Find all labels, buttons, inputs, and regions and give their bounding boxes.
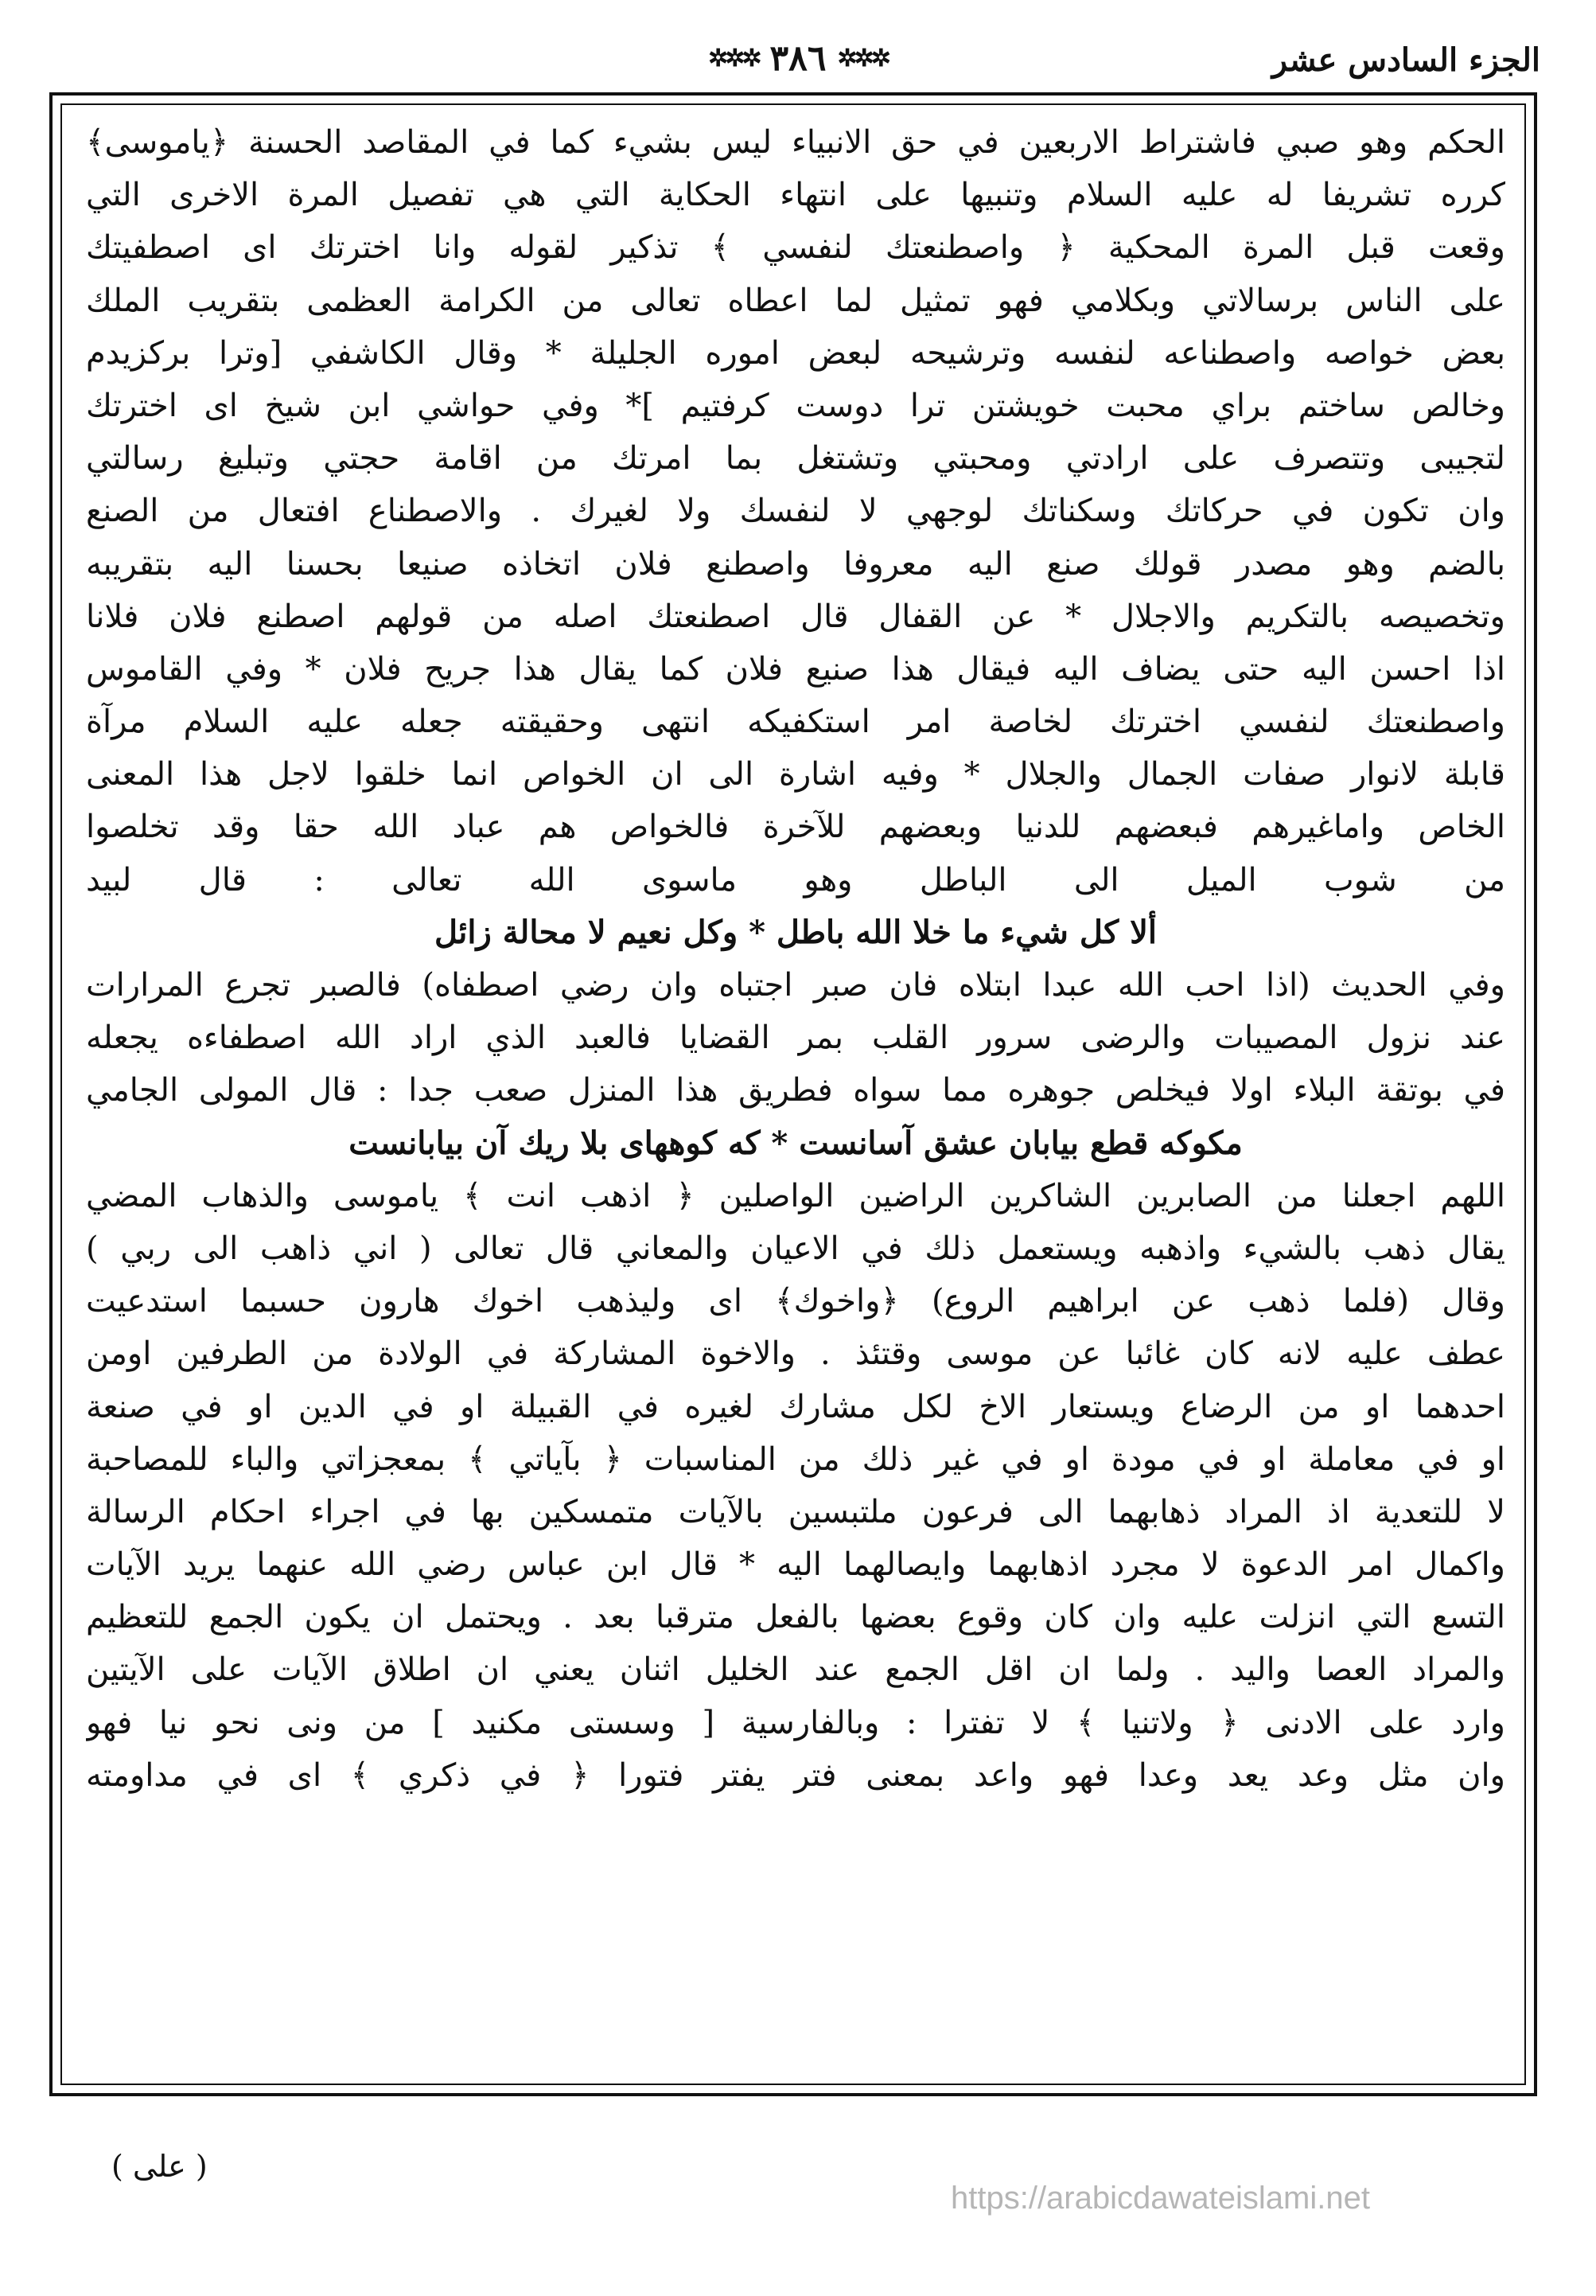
verse-line: مكوكه قطع بيابان عشق آسانست * كه كوههاى بلا ريك آن بيابانست xyxy=(348,1124,1243,1162)
text-line: لا للتعدية اذ المراد ذهابهما الى فرعون ملتبسين بالآيات متمسكين بها في اجراء احكام الرسالة xyxy=(86,1493,1505,1530)
text-line: عطف عليه لانه كان غائبا عن موسى وقتئذ . والاخوة المشاركة في الولادة من الطرفين اومن xyxy=(86,1335,1505,1373)
text-line: وان مثل وعد يعد وعدا فهو واعد بمعنى فتر يفتر فتورا ﴿ في ذكري ﴾ اى في مداومته xyxy=(86,1756,1505,1794)
text-line: بعض خواصه واصطناعه لنفسه وترشيحه لبعض اموره الجليلة * وقال الكاشفي [وترا بركزيدم xyxy=(86,334,1505,372)
text-line: اذا احسن اليه حتى يضاف اليه فيقال هذا صنيع فلان كما يقال هذا جريح فلان * وفي القاموس xyxy=(86,650,1505,688)
verse-line: ألا كل شيء ما خلا الله باطل * وكل نعيم لا محالة زائل xyxy=(434,913,1158,951)
text-line: او في معاملة او في مودة او في غير ذلك من المناسبات ﴿ بآياتي ﴾ بمعجزاتي والباء للمصاحبة xyxy=(86,1440,1505,1478)
page-header xyxy=(56,38,1540,97)
ornament-right-icon: ✲✲✲ xyxy=(837,45,888,72)
text-line: في بوتقة البلاء اولا فيخلص جوهره مما سواه فطريق هذا المنزل صعب جدا : قال المولى الجامي xyxy=(86,1072,1505,1109)
text-line: وان تكون في حركاتك وسكناتك لوجهي لا لنفسك ولا لغيرك . والاصطناع افتعال من الصنع xyxy=(86,493,1505,530)
text-line: وقال (فلما ذهب عن ابراهيم الروع) ﴿واخوك﴾ اى وليذهب اخوك هارون حسبما استدعيت xyxy=(86,1283,1505,1320)
text-line: اللهم اجعلنا من الصابرين الشاكرين الراضين الواصلين ﴿ اذهب انت ﴾ ياموسى والذهاب المضي xyxy=(86,1177,1505,1214)
text-line: عند نزول المصيبات والرضى سرور القلب بمر القضايا فالعبد الذي اراد الله اصطفاءه يجعله xyxy=(86,1019,1505,1057)
text-line: وفي الحديث (اذا احب الله عبدا ابتلاه فان صبر اجتباه وان رضي اصطفاه) فالصبر تجرع المرارات xyxy=(86,967,1505,1004)
text-line: احدهما او من الرضاع ويستعار الاخ لكل مشارك لغيره في القبيلة او في الدين او في صنعة xyxy=(86,1388,1505,1425)
text-line: وقعت قبل المرة المحكية ﴿ واصطنعتك لنفسي ﴾ تذكير لقوله وانا اخترتك اى اصطفيتك xyxy=(86,229,1505,267)
text-line: يقال ذهب بالشيء واذهبه ويستعمل ذلك في الاعيان والمعاني قال تعالى ( اني ذاهب الى ربي ) xyxy=(86,1230,1505,1267)
body-text xyxy=(86,116,1505,2074)
text-line: واصطنعتك لنفسي اخترتك لخاصة امر استكفيكه انتهى وحقيقته جعله عليه السلام مرآة xyxy=(86,704,1505,741)
running-title: الجزء السادس عشر xyxy=(1271,41,1540,79)
text-line: قابلة لانوار صفات الجمال والجلال * وفيه اشارة الى ان الخواص انما خلقوا لاجل هذا المعنى xyxy=(86,756,1505,793)
text-line: التسع التي انزلت عليه وان كان وقوع بعضها بالفعل مترقبا بعد . ويحتمل ان يكون الجمع للتعظيم xyxy=(86,1599,1505,1636)
text-line: واكمال امر الدعوة لا مجرد اذهابهما وايصالهما اليه * قال ابن عباس رضي الله عنهما يريد الآيات xyxy=(86,1546,1505,1584)
page-number: ٣٨٦ xyxy=(769,38,827,79)
text-line: لتجيبى وتتصرف على ارادتي ومحبتي وتشتغل بما امرتك من اقامة حجتي وتبليغ رسالتي xyxy=(86,440,1505,478)
text-line: والمراد العصا واليد . ولما ان اقل الجمع عند الخليل اثنان يعني ان اطلاق الآيات على الآيتين xyxy=(86,1651,1505,1689)
text-frame xyxy=(49,92,1537,2096)
text-line: من شوب الميل الى الباطل وهو ماسوى الله تعالى : قال لبيد xyxy=(86,861,1505,899)
page-number-group xyxy=(708,38,888,79)
text-line: الحكم وهو صبي فاشتراط الاربعين في حق الانبياء ليس بشيء كما في المقاصد الحسنة ﴿ياموسى﴾ xyxy=(86,124,1505,161)
text-line: الخاص واماغيرهم فبعضهم للدنيا وبعضهم للآخرة فالخواص هم عباد الله حقا وقد تخلصوا xyxy=(86,809,1505,846)
watermark-url: https://arabicdawateislami.net xyxy=(951,2181,1370,2216)
text-line: على الناس برسالاتي وبكلامي فهو تمثيل لما اعطاه تعالى من الكرامة العظمى بتقريب الملك xyxy=(86,282,1505,319)
ornament-left-icon: ✲✲✲ xyxy=(708,45,759,72)
text-line: كرره تشريفا له عليه السلام وتنبيها على انتهاء الحكاية التي هي تفصيل المرة الاخرى التي xyxy=(86,177,1505,214)
text-line: وتخصيصه بالتكريم والاجلال * عن القفال قال اصطنعتك اصله من قولهم اصطنع فلان فلانا xyxy=(86,598,1505,635)
catchword: ( على ) xyxy=(111,2149,208,2184)
text-line: وارد على الادنى ﴿ ولاتنيا ﴾ لا تفترا : وبالفارسية [ وسستى مكنيد ] من ونى نحو نيا فهو xyxy=(86,1704,1505,1741)
text-line: وخالص ساختم براي محبت خويشتن ترا دوست كرفتيم ]* وفي حواشي ابن شيخ اى اخترتك xyxy=(86,387,1505,424)
text-line: بالضم وهو مصدر قولك صنع اليه معروفا واصطنع فلان اتخاذه صنيعا بحسنا اليه بتقريبه xyxy=(86,545,1505,583)
